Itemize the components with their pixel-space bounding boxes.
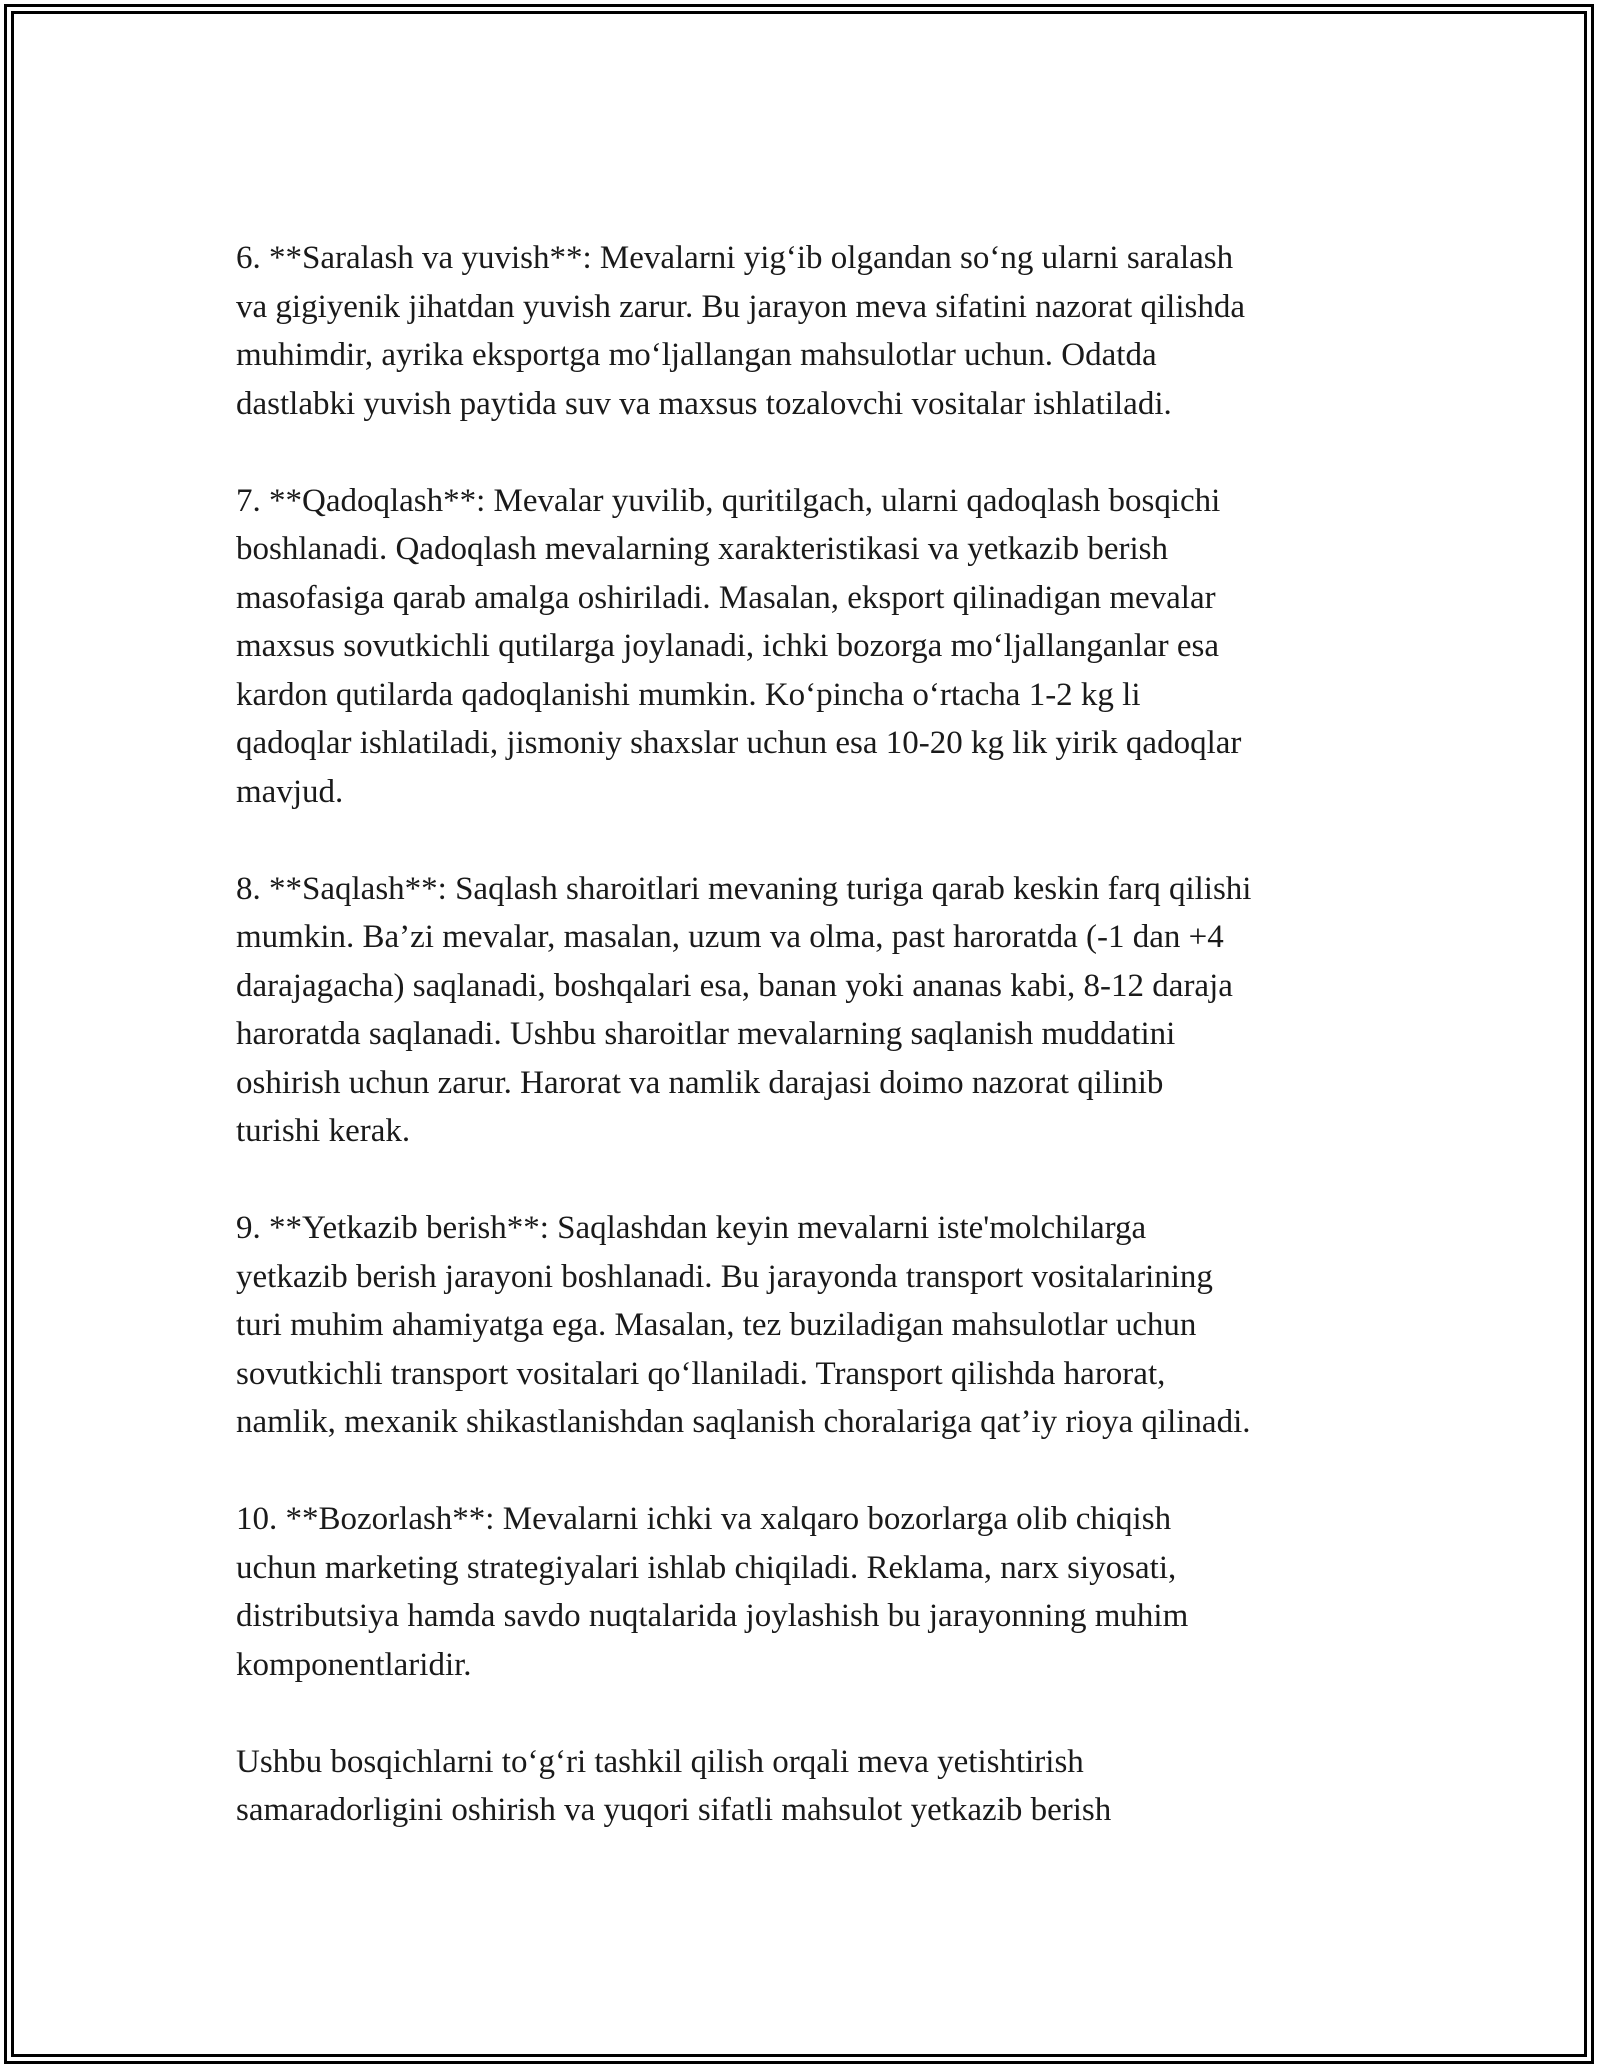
paragraph-saralash: 6. **Saralash va yuvish**: Mevalarni yig‘ib olgandan so‘ng ularni saralash va gigiyenik jihatdan yuvish zarur. Bu jarayon meva sifatini nazorat qilishda muhimdir, ayrika eksportga mo‘ljallangan mahsulotlar uchun. Odatda dastlabki yuvish paytida suv va maxsus tozalovchi vositalar ishlatiladi. [236, 240, 1245, 422]
paragraph-conclusion: Ushbu bosqichlarni to‘g‘ri tashkil qilish orqali meva yetishtirish samaradorligini oshirish va yuqori sifatli mahsulot yetkazib berish [236, 1743, 1112, 1828]
paragraph-bozorlash: 10. **Bozorlash**: Mevalarni ichki va xalqaro bozorlarga olib chiqish uchun marketing strategiyalari ishlab chiqiladi. Reklama, narx siyosati, distributsiya hamda savdo nuqtalarida joylashish bu jarayonning muhim komponentlaridir. [236, 1501, 1189, 1683]
paragraph-yetkazib-berish: 9. **Yetkazib berish**: Saqlashdan keyin mevalarni iste'molchilarga yetkazib berish jarayoni boshlanadi. Bu jarayonda transport vositalarining turi muhim ahamiyatga ega. Masalan, tez buziladigan mahsulotlar uchun sovutkichli transport vositalari qo‘llaniladi. Transport qilishda harorat, namlik, mexanik shikastlanishdan saqlanish choralariga qat’iy rioya qilinadi. [236, 1210, 1251, 1440]
paragraph-qadoqlash: 7. **Qadoqlash**: Mevalar yuvilib, quritilgach, ularni qadoqlash bosqichi boshlanadi. Qadoqlash mevalarning xarakteristikasi va yetkazib berish masofasiga qarab amalga oshiriladi. Masalan, eksport qilinadigan mevalar maxsus sovutkichli qutilarga joylanadi, ichki bozorga mo‘ljallanganlar esa kardon qutilarda qadoqlanishi mumkin. Ko‘pincha o‘rtacha 1-2 kg li qadoqlar ishlatiladi, jismoniy shaxslar uchun esa 10-20 kg lik yirik qadoqlar mavjud. [236, 482, 1242, 810]
paragraph-saqlash: 8. **Saqlash**: Saqlash sharoitlari mevaning turiga qarab keskin farq qilishi mumkin. Ba’zi mevalar, masalan, uzum va olma, past haroratda (-1 dan +4 darajagacha) saqlanadi, boshqalari esa, banan yoki ananas kabi, 8-12 daraja haroratda saqlanadi. Ushbu sharoitlar mevalarning saqlanish muddatini oshirish uchun zarur. Harorat va namlik darajasi doimo nazorat qilinib turishi kerak. [236, 870, 1252, 1149]
document-body [236, 234, 1386, 1835]
